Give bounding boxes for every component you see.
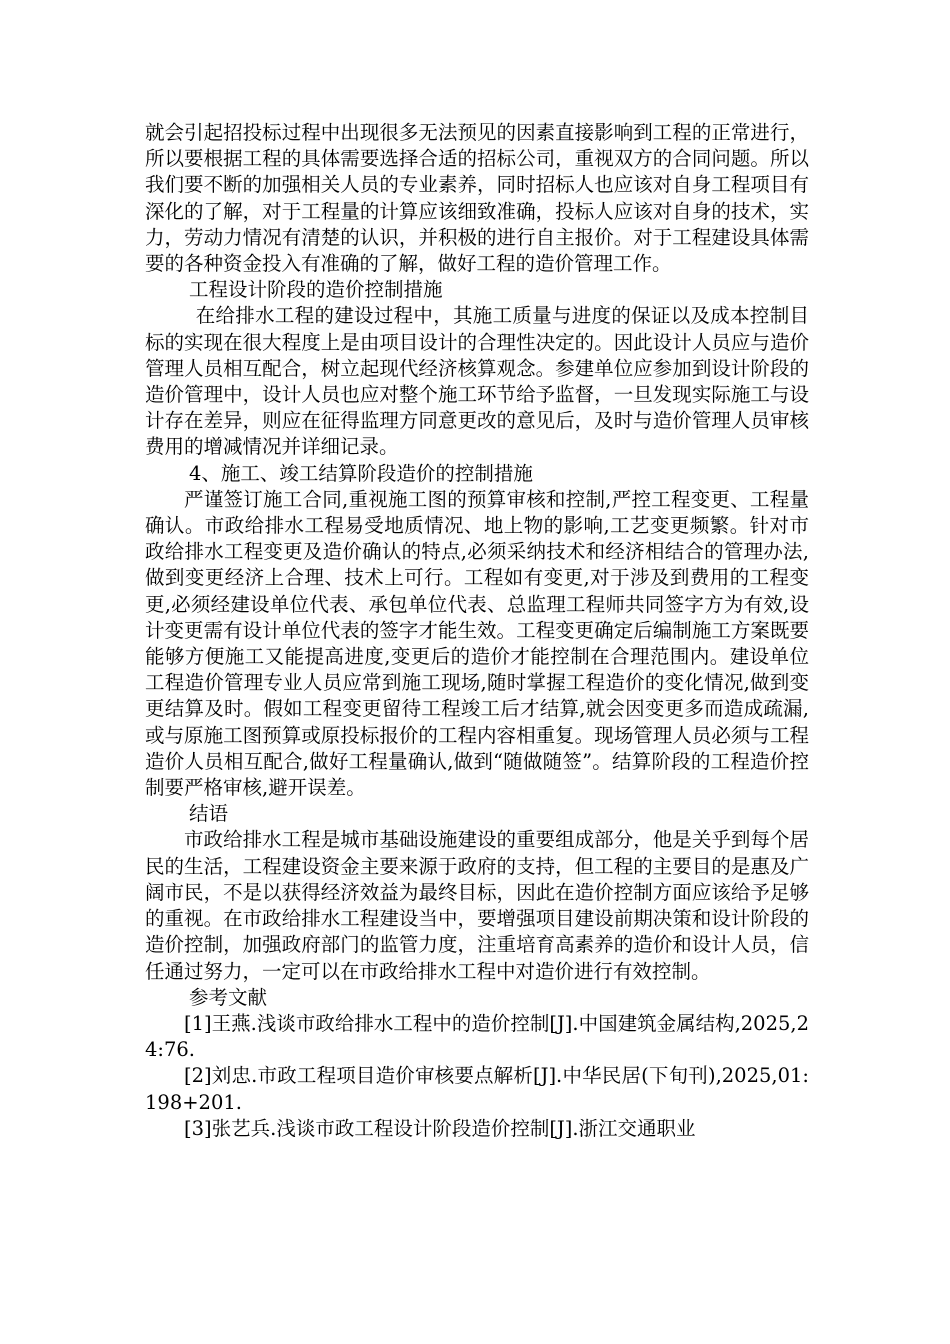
reference-item: [1]王燕.浅谈市政给排水工程中的造价控制[J].中国建筑金属结构,2025,24:76.: [145, 1011, 809, 1062]
section-construction-heading: 4、施工、竣工结算阶段造价的控制措施: [189, 461, 533, 485]
section-design-heading: 工程设计阶段的造价控制措施: [189, 278, 443, 302]
conclusion-body: 市政给排水工程是城市基础设施建设的重要组成部分，他是关乎到每个居民的生活，工程建设资金主要来源于政府的支持，但工程的主要目的是惠及广阔市民，不是以获得经济效益为最终目标，因此在造价控制方面应该给予足够的重视。在市政给排水工程建设当中，要增强项目建设前期决策和设计阶段的造价控制，加强政府部门的监管力度，注重培育高素养的造价和设计人员，信任通过努力，一定可以在市政给排水工程中对造价进行有效控制。: [145, 828, 809, 983]
section-design-body: 在给排水工程的建设过程中，其施工质量与进度的保证以及成本控制目标的实现在很大程度上是由项目设计的合理性决定的。因此设计人员应与造价管理人员相互配合，树立起现代经济核算观念。参建单位应参加到设计阶段的造价管理中，设计人员也应对整个施工环节给予监督，一旦发现实际施工与设计存在差异，则应在征得监理方同意更改的意见后，及时与造价管理人员审核费用的增减情况并详细记录。: [145, 304, 809, 459]
references-heading: 参考文献: [189, 985, 268, 1009]
intro-paragraph: 就会引起招投标过程中出现很多无法预见的因素直接影响到工程的正常进行，所以要根据工程的具体需要选择合适的招标公司，重视双方的合同问题。所以我们要不断的加强相关人员的专业素养，同时招标人也应该对自身工程项目有深化的了解，对于工程量的计算应该细致准确，投标人应该对自身的技术，实力，劳动力情况有清楚的认识，并积极的进行自主报价。对于工程建设具体需要的各种资金投入有准确的了解，做好工程的造价管理工作。: [145, 121, 809, 276]
section-construction-body: 严谨签订施工合同,重视施工图的预算审核和控制,严控工程变更、工程量确认。市政给排水工程易受地质情况、地上物的影响,工艺变更频繁。针对市政给排水工程变更及造价确认的特点,必须采纳技术和经济相结合的管理办法,做到变更经济上合理、技术上可行。工程如有变更,对于涉及到费用的工程变更,必须经建设单位代表、承包单位代表、总监理工程师共同签字方为有效,设计变更需有设计单位代表的签字才能生效。工程变更确定后编制施工方案既要能够方便施工又能提高进度,变更后的造价才能控制在合理范围内。建设单位工程造价管理专业人员应常到施工现场,随时掌握工程造价的变化情况,做到变更结算及时。假如工程变更留待工程竣工后才结算,就会因变更多而造成疏漏,或与原施工图预算或原投标报价的工程内容相重复。现场管理人员必须与工程造价人员相互配合,做好工程量确认,做到“随做随签”。结算阶段的工程造价控制要严格审核,避开误差。: [145, 487, 809, 800]
document-page: [145, 120, 809, 1142]
conclusion-heading: 结语: [189, 802, 229, 826]
reference-item: [2]刘忠.市政工程项目造价审核要点解析[J].中华民居(下旬刊),2025,01:198+201.: [145, 1064, 809, 1114]
reference-item: [3]张艺兵.浅谈市政工程设计阶段造价控制[J].浙江交通职业: [184, 1116, 696, 1140]
